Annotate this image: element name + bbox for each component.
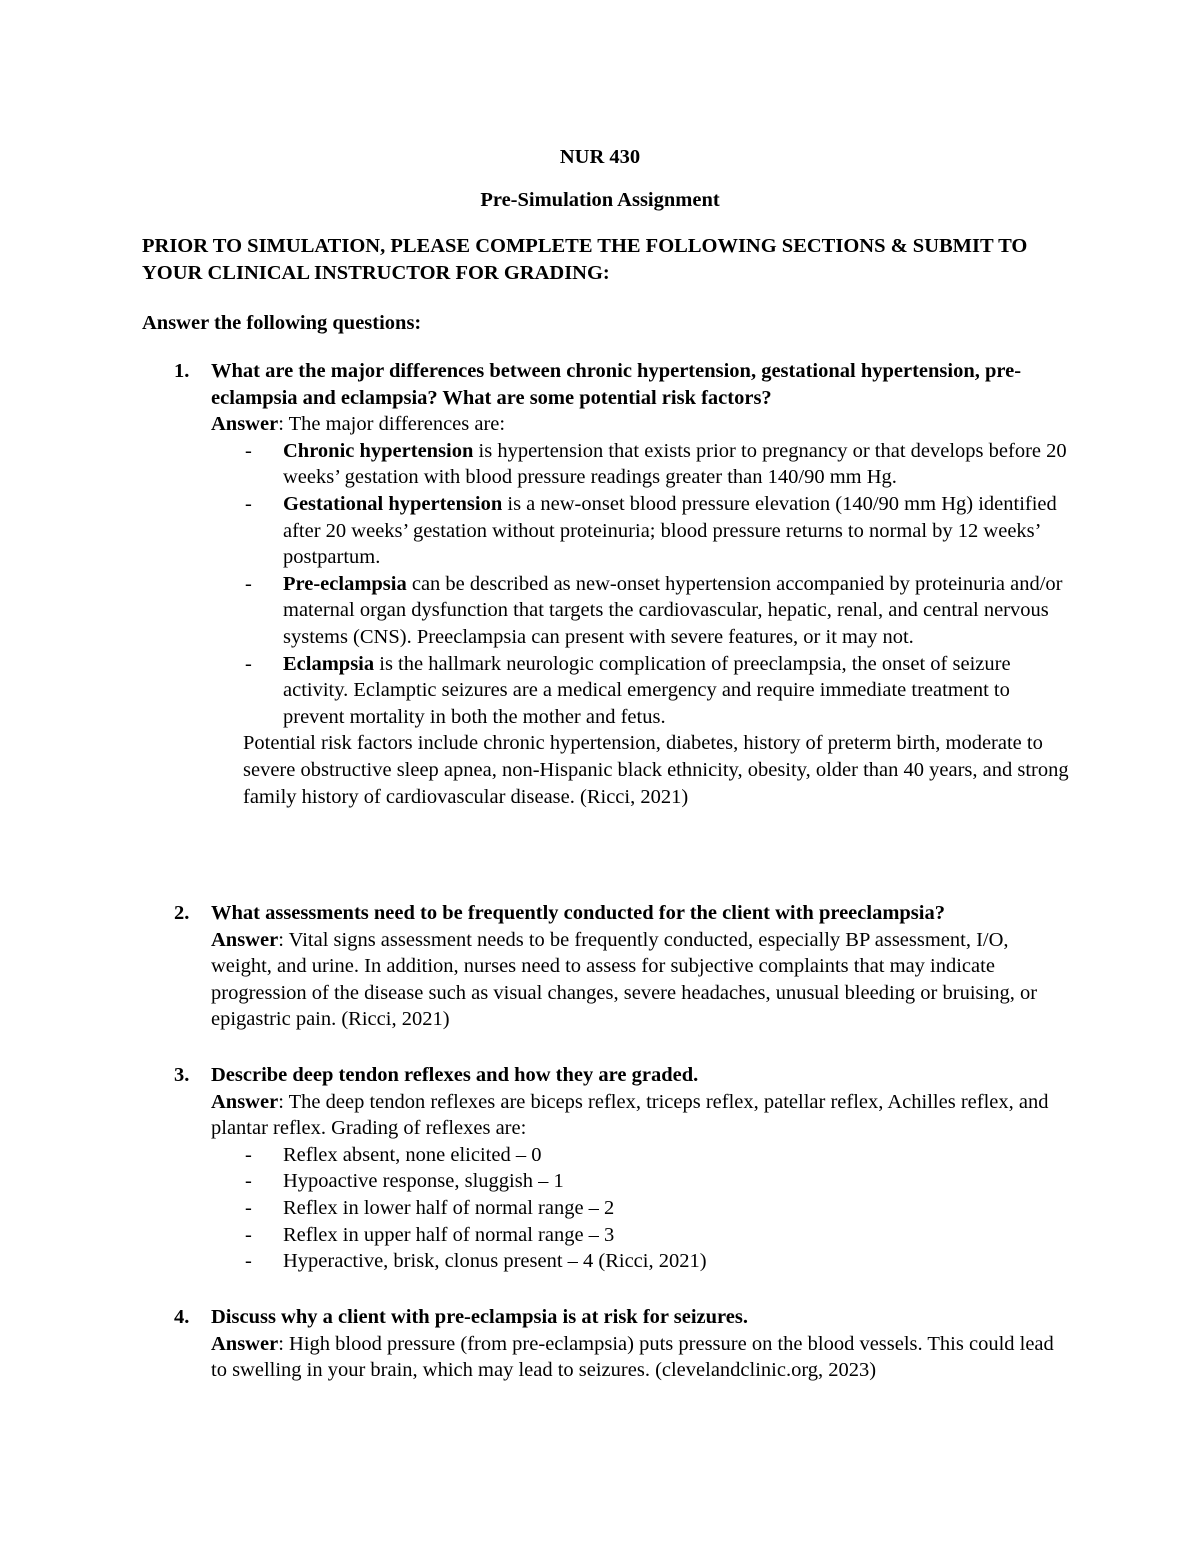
dash-icon: - [245,1250,252,1273]
question-number: 3. [174,1064,190,1086]
risk-factors: Potential risk factors include chronic hypertension, diabetes, history of preterm birth, moderate to severe obstructive sleep apnea, non-Hispanic black ethnicity, obesity, older than 40 years, and strong family history of cardiovascular disease. (Ricci, 2021) [243,732,1069,808]
question-number: 2. [174,902,190,924]
questions-intro: Answer the following questions: [142,312,422,334]
answer-label: Answer [211,1332,279,1355]
course-title: NUR 430 [559,146,641,168]
question-number: 1. [174,360,190,382]
question-1 [142,358,1072,810]
answer [211,1331,1072,1384]
list-item [211,491,1072,571]
term: Pre-eclampsia [283,572,407,595]
grade-text: Reflex absent, none elicited – 0 [283,1143,542,1166]
instructions: PRIOR TO SIMULATION, PLEASE COMPLETE THE FOLLOWING SECTIONS & SUBMIT TO YOUR CLINICAL INSTRUCTOR FOR GRADING: [142,235,1028,284]
answer-text: : The deep tendon reflexes are biceps reflex, triceps reflex, patellar reflex, Achilles reflex, and plantar reflex. Grading of reflexes are: [211,1090,1049,1140]
dash-icon: - [245,1223,252,1246]
grade-text: Reflex in upper half of normal range – 3 [283,1223,615,1246]
list-item [211,571,1072,651]
question-text: Discuss why a client with pre-eclampsia is at risk for seizures. [211,1306,748,1328]
list-item [211,1142,1072,1169]
dash-icon: - [245,572,252,595]
definition: is a new-onset blood pressure elevation (140/90 mm Hg) identified after 20 weeks’ gestation without proteinuria; blood pressure returns to normal by 12 weeks’ postpartum. [283,492,1057,569]
dash-icon: - [245,1196,252,1219]
question-text: What are the major differences between chronic hypertension, gestational hypertension, pre-eclampsia and eclampsia? What are some potential risk factors? [211,360,1022,409]
list-item [211,1248,1072,1275]
term: Chronic hypertension [283,439,474,462]
answer-text: : High blood pressure (from pre-eclampsia) puts pressure on the blood vessels. This could lead to swelling in your brain, which may lead to seizures. (clevelandclinic.org, 2023) [211,1332,1054,1382]
definition: is hypertension that exists prior to pregnancy or that develops before 20 weeks’ gestation with blood pressure readings greater than 140/90 mm Hg. [283,439,1067,489]
differences-list [211,438,1072,731]
grade-text: Hyperactive, brisk, clonus present – 4 (Ricci, 2021) [283,1250,707,1273]
answer-label: Answer [211,928,279,951]
term: Eclampsia [283,652,375,675]
answer-label: Answer [211,413,279,436]
answer [211,1089,1072,1142]
answer [211,927,1072,1033]
question-text: Describe deep tendon reflexes and how they are graded. [211,1064,699,1086]
question-number: 4. [174,1306,190,1328]
reflex-grades-list [211,1142,1072,1275]
dash-icon: - [245,492,252,515]
grade-text: Reflex in lower half of normal range – 2 [283,1196,615,1219]
page-title: Pre-Simulation Assignment [480,189,720,211]
grade-text: Hypoactive response, sluggish – 1 [283,1170,564,1193]
question-text: What assessments need to be frequently conducted for the client with preeclampsia? [211,902,945,924]
question-4 [142,1304,1072,1384]
dash-icon: - [245,1170,252,1193]
list-item [211,1195,1072,1222]
answer-label: Answer [211,1090,279,1113]
list-item [211,438,1072,491]
question-2 [142,900,1072,1033]
answer-text: : Vital signs assessment needs to be frequently conducted, especially BP assessment, I/O, weight, and urine. In addition, nurses need to assess for subjective complaints that may indicate progression of the disease such as visual changes, severe headaches, unusual bleeding or bruising, or epigastric pain. (Ricci, 2021) [211,928,1038,1031]
list-item [211,651,1072,731]
dash-icon: - [245,439,252,462]
list-item [211,1168,1072,1195]
answer-text: : The major differences are: [278,413,506,436]
definition: can be described as new-onset hypertension accompanied by proteinuria and/or maternal organ dysfunction that targets the cardiovascular, hepatic, renal, and central nervous systems (CNS). Preeclampsia can present with severe features, or it may not. [283,572,1063,648]
definition: is the hallmark neurologic complication of preeclampsia, the onset of seizure activity. Eclamptic seizures are a medical emergency and require immediate treatment to prevent mortality in both the mother and fetus. [283,652,1011,728]
answer [211,411,1072,438]
dash-icon: - [245,652,252,675]
dash-icon: - [245,1143,252,1166]
question-3 [142,1062,1072,1275]
list-item [211,1222,1072,1249]
term: Gestational hypertension [283,492,503,515]
